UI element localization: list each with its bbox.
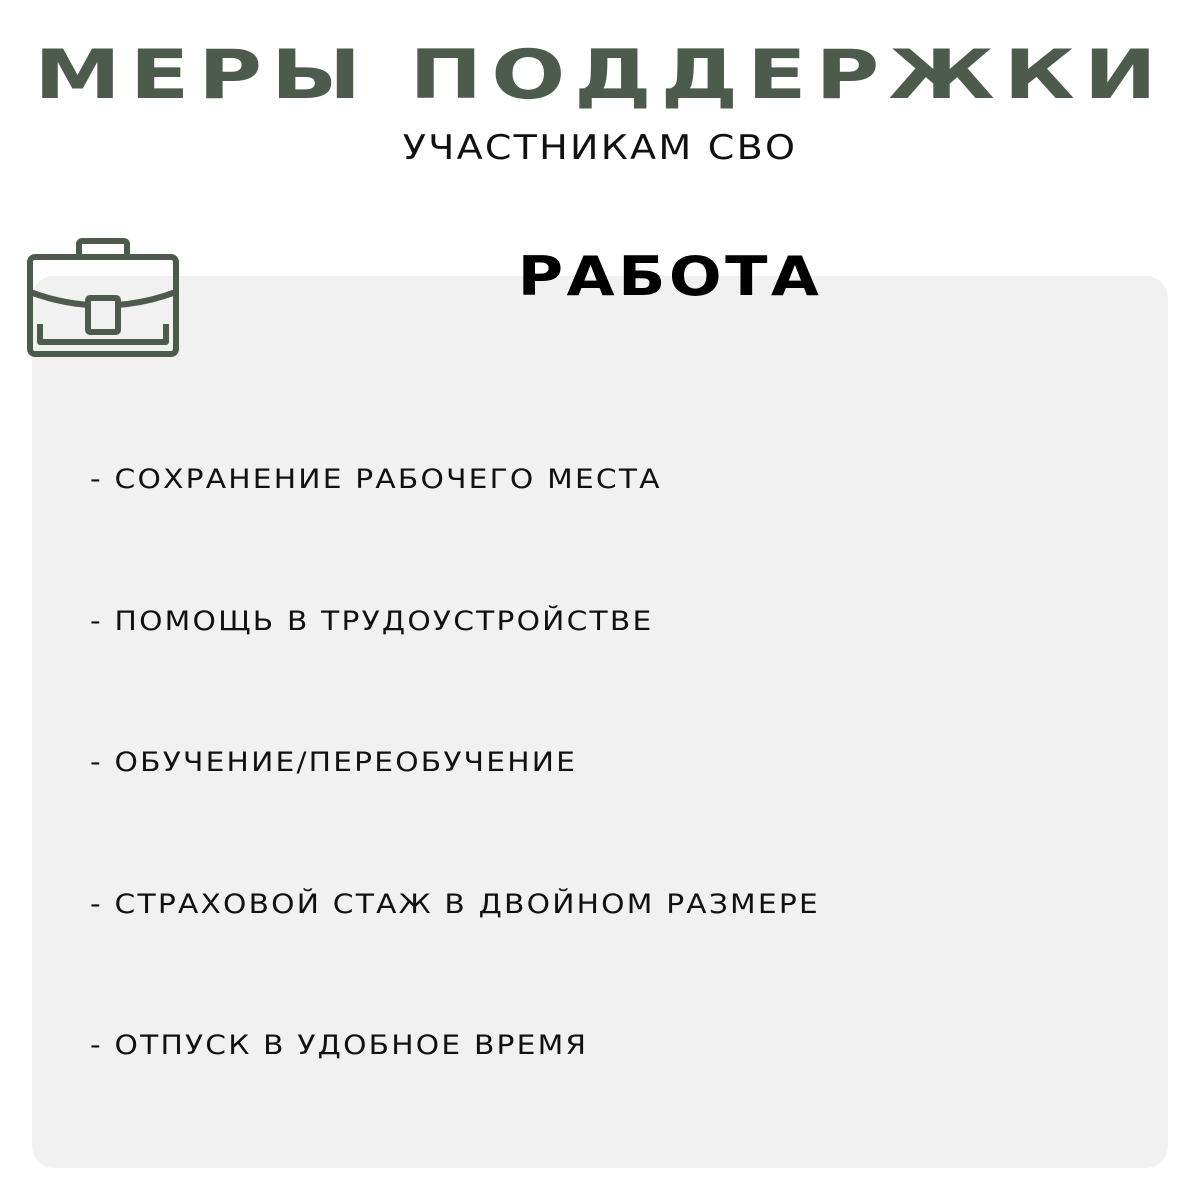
list-item: - СОХРАНЕНИЕ РАБОЧЕГО МЕСТА [90, 464, 662, 495]
list-item: - ПОМОЩЬ В ТРУДОУСТРОЙСТВЕ [90, 605, 654, 637]
support-list [90, 455, 1090, 1163]
list-item: - ОТПУСК В УДОБНОЕ ВРЕМЯ [90, 1030, 589, 1061]
page-title: МЕРЫ ПОДДЕРЖКИ [34, 36, 1166, 115]
list-item: - СТРАХОВОЙ СТАЖ В ДВОЙНОМ РАЗМЕРЕ [90, 888, 820, 920]
list-item: - ОБУЧЕНИЕ/ПЕРЕОБУЧЕНИЕ [90, 747, 578, 778]
page-subtitle: УЧАСТНИКАМ СВО [402, 128, 798, 168]
section-title: РАБОТА [517, 245, 823, 308]
briefcase-icon [22, 234, 184, 364]
